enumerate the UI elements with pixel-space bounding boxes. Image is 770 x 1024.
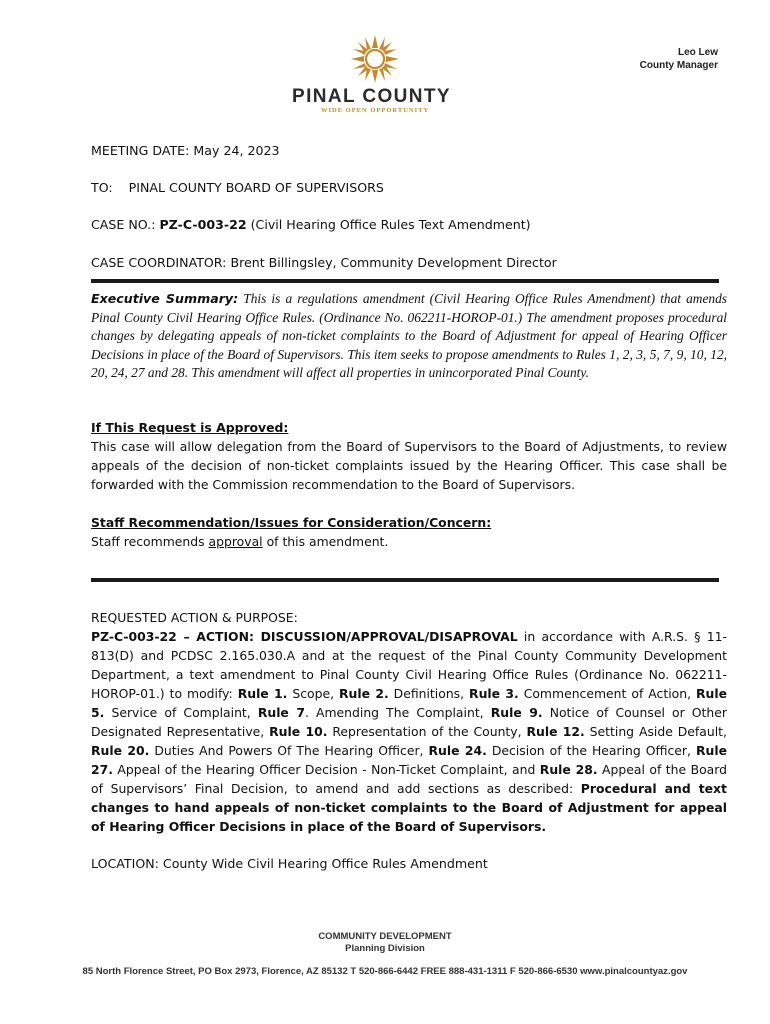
approved-section — [91, 418, 727, 494]
rule-1: Rule 1. — [237, 686, 288, 701]
divider-top — [91, 279, 719, 283]
sun-logo-icon — [350, 34, 400, 84]
requested-action-text: PZ-C-003-22 – ACTION: DISCUSSION/APPROVAL/DISAPROVAL in accordance with A.R.S. § 11-813(D) and PCDSC 2.165.030.A and at the request of the Pinal County Community Development Department, a text amendment to Pinal County Civil Hearing Office Rules (Ordinance No. 062211-HOROP-01.) to modify: Rule 1. Scope, Rule 2. Definitions, Rule 3. Commencement of Action, Rule 5. Service of Complaint, Rule 7. Amending The Complaint, Rule 9. Notice of Counsel or Other Designated Representative, Rule 10. Representation of the County, Rule 12. Setting Aside Default, Rule 20. Duties And Powers Of The Hearing Officer, Rule 24. Decision of the Hearing Officer, Rule 27. Appeal of the Hearing Officer Decision - Non-Ticket Complaint, and Rule 28. Appeal of the Board of Supervisors’ Final Decision, to amend and add sections as described: Procedural and text changes to hand appeals of non-ticket complaints to the Board of Adjustment for appeal of Hearing Officer Decisions in place of the Board of Supervisors. — [91, 629, 728, 834]
to-value: PINAL COUNTY BOARD OF SUPERVISORS — [128, 180, 384, 195]
logo-wordmark: PINAL COUNTY — [292, 86, 451, 107]
rule-10: Rule 10. — [269, 724, 328, 739]
action-closing: Procedural and text changes to hand appeals of non-ticket complaints to the Board of Adjustment for appeal of Hearing Officer Decisions in place of the Board of Supervisors. — [91, 781, 727, 834]
to-line — [91, 178, 384, 197]
staff-section — [91, 513, 727, 551]
case-number-label: CASE NO.: — [91, 217, 156, 232]
rule-28: Rule 28. — [539, 762, 598, 777]
footer-address: 85 North Florence Street, PO Box 2973, Florence, AZ 85132 T 520-866-6442 FREE 888-431-1311 F 520-866-6530 www.pinalcountyaz.gov — [82, 966, 688, 977]
rule-20: Rule 20. — [91, 743, 150, 758]
requested-action-heading: REQUESTED ACTION & PURPOSE: — [91, 610, 298, 625]
executive-summary-label: Executive Summary: — [91, 291, 239, 306]
rule-12: Rule 12. — [526, 724, 585, 739]
approved-heading: If This Request is Approved: — [91, 420, 289, 435]
rule-5: Rule 5. — [91, 686, 727, 720]
manager-name: Leo Lew — [677, 47, 718, 58]
footer-department — [0, 931, 770, 955]
rule-27: Rule 27. — [91, 743, 727, 777]
manager-title: County Manager — [639, 60, 718, 71]
case-number-value: PZ-C-003-22 — [159, 217, 247, 232]
staff-text-after: of this amendment. — [262, 534, 389, 549]
approved-text: This case will allow delegation from the Board of Supervisors to the Board of Adjustments, to review appeals of the decision of non-ticket complaints issued by the Hearing Officer. This case shall be forwarded with the Commission recommendation to the Board of Supervisors. — [91, 439, 727, 492]
footer-division: Planning Division — [345, 943, 425, 954]
action-lead: PZ-C-003-22 – ACTION: DISCUSSION/APPROVAL/DISAPROVAL — [91, 629, 518, 644]
meeting-date-label: MEETING DATE: — [91, 143, 190, 158]
case-number-line — [91, 215, 531, 234]
case-description: (Civil Hearing Office Rules Text Amendment) — [250, 217, 531, 232]
to-label: TO: — [91, 180, 113, 195]
staff-heading: Staff Recommendation/Issues for Consideration/Concern: — [91, 515, 492, 530]
meeting-date-value: May 24, 2023 — [193, 143, 280, 158]
coordinator-label: CASE COORDINATOR: — [91, 255, 227, 270]
rule-7: Rule 7 — [257, 705, 305, 720]
location-line: LOCATION: County Wide Civil Hearing Office Rules Amendment — [91, 856, 488, 871]
staff-approval-word: approval — [208, 534, 263, 549]
divider-middle — [91, 578, 719, 582]
rule-2: Rule 2. — [339, 686, 389, 701]
coordinator-value: Brent Billingsley, Community Development Director — [230, 255, 557, 270]
staff-text-before: Staff recommends — [91, 534, 209, 549]
footer-dept-name: COMMUNITY DEVELOPMENT — [318, 931, 452, 942]
logo-tagline: WIDE OPEN OPPORTUNITY — [321, 107, 430, 114]
meeting-date-line — [91, 141, 280, 160]
rule-9: Rule 9. — [490, 705, 543, 720]
staff-text — [91, 532, 727, 551]
coordinator-line — [91, 253, 557, 272]
rule-3: Rule 3. — [469, 686, 519, 701]
manager-block — [640, 46, 718, 72]
rule-24: Rule 24. — [428, 743, 487, 758]
executive-summary-text: This is a regulations amendment (Civil Hearing Office Rules Amendment) that amends Pinal County Civil Hearing Office Rules. (Ordinance No. 062211-HOROP-01.) The amendment proposes procedural changes by delegating appeals of non-ticket complaints to the Board of Adjustment for appeal of Hearing Officer Decisions in place of the Board of Supervisors. This item seeks to propose amendments to Rules 1, 2, 3, 5, 7, 9, 10, 12, 20, 24, 27 and 28. This amendment will affect all properties in unincorporated Pinal County. — [91, 291, 728, 380]
executive-summary — [91, 290, 727, 383]
requested-action-section — [91, 608, 727, 836]
